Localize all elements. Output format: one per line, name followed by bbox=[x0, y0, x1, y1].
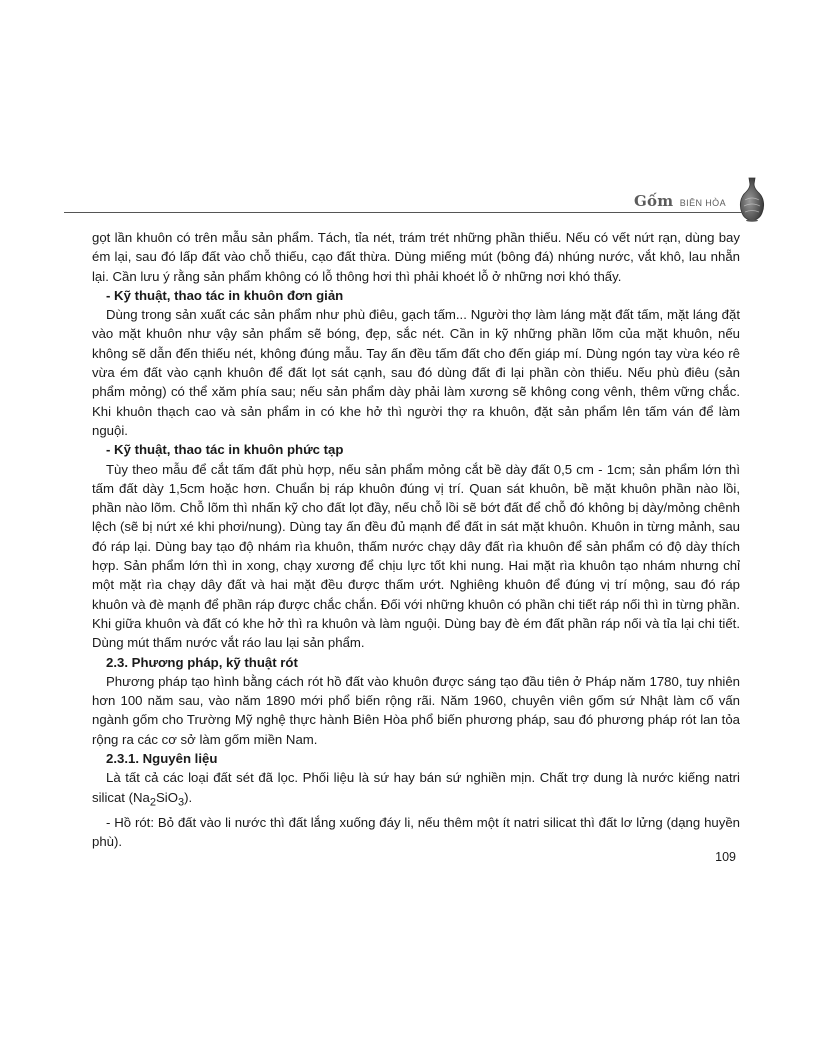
body-text bbox=[92, 228, 740, 851]
vase-icon bbox=[738, 176, 766, 222]
section-subheading: - Kỹ thuật, thao tác in khuôn đơn giản bbox=[106, 287, 344, 303]
text-run: Là tất cả các loại đất sét đã lọc. Phối liệu là sứ hay bán sứ nghiền mịn. Chất trợ dung là nước kiếng natri silicat (Na bbox=[92, 770, 740, 805]
section-heading: 2.3.1. Nguyên liệu bbox=[106, 751, 218, 767]
text-run: ). bbox=[184, 789, 193, 805]
paragraph: - Hồ rót: Bỏ đất vào li nước thì đất lắng xuống đáy li, nếu thêm một ít natri silicat thì đất lơ lửng (dạng huyền phù). bbox=[92, 814, 740, 849]
paragraph: Dùng trong sản xuất các sản phẩm như phù điêu, gạch tấm... Người thợ làm láng mặt đất tấm, mặt láng đặt vào mặt khuôn như vậy sản phẩm sẽ bóng, đẹp, sắc nét. Cần in kỹ những phần lõm của mặt khuôn, nếu không sẽ dẫn đến thiếu nét, không đúng mẫu. Tay ấn đều tấm đất cho đến giáp mí. Dùng ngón tay vừa kéo rê vừa ém đất vào cạnh khuôn để đất lọt sát cạnh, sau đó dùng đất đi lại phần còn thiếu. Nếu phù điêu (sản phẩm mỏng) có thể xăm phía sau; nếu sản phẩm dày phải làm xương sẽ không cong vênh, thêm vững chắc. Khi khuôn thạch cao và sản phẩm in có khe hở thì người thợ ra khuôn, đặt sản phẩm lên tấm ván để làm nguội. bbox=[92, 307, 740, 438]
page-header bbox=[64, 172, 766, 214]
paragraph: gọt lần khuôn có trên mẫu sản phẩm. Tách, tỉa nét, trám trét những phần thiếu. Nếu có vết nứt rạn, dùng bay ém lại, sau đó lấp đất vào chỗ thiếu, cạo đất thừa. Dùng miếng mút (bông đá) nhúng nước, vắt khô, lau nhẵn lại. Cần lưu ý rằng sản phẩm không có lỗ thông hơi thì phải khoét lỗ ở những nơi khó thấy. bbox=[92, 230, 740, 284]
brand-title bbox=[634, 192, 726, 211]
section-subheading: - Kỹ thuật, thao tác in khuôn phức tạp bbox=[106, 442, 344, 458]
text-run: SiO bbox=[156, 789, 178, 805]
header-rule bbox=[64, 212, 744, 213]
paragraph bbox=[92, 768, 740, 812]
subscript: 3 bbox=[178, 796, 185, 809]
paragraph: Phương pháp tạo hình bằng cách rót hồ đất vào khuôn được sáng tạo đầu tiên ở Pháp năm 1780, tuy nhiên hơn 100 năm sau, vào năm 1890 mới phổ biến rộng rãi. Năm 1960, chuyên viên gốm sứ Nhật làm cố vấn ngành gốm cho Trường Mỹ nghệ thực hành Biên Hòa phổ biến phương pháp, sau đó phương pháp rót lan tỏa rộng ra các cơ sở làm gốm miền Nam. bbox=[92, 673, 740, 747]
paragraph: Tùy theo mẫu để cắt tấm đất phù hợp, nếu sản phẩm mỏng cắt bề dày đất 0,5 cm - 1cm; sản phẩm lớn thì tấm đất dày 1,5cm hoặc hơn. Chuẩn bị ráp khuôn đúng vị trí. Quan sát khuôn, bề mặt khuôn phần nào lồi, phần nào lõm. Chỗ lõm thì nhấn kỹ cho đất lọt đầy, nếu chỗ lồi sẽ bớt đất để chỗ đó không bị dày/mỏng chênh lệch (sẽ bị nứt xé khi phơi/nung). Dùng tay ấn đều đủ mạnh để đất in sát mặt khuôn. Khuôn in từng mảnh, sau đó ráp lại. Dùng bay tạo độ nhám rìa khuôn, thấm nước chạy dây đất rìa khuôn để sản phẩm có độ dày thích hợp. Sản phẩm lớn thì in xong, chạy xương để chịu lực tốt khi nung. Hai mặt rìa khuôn tạo nhám nhưng chỉ một mặt rìa chạy dây đất và hai mặt đều được thấm ướt. Nghiêng khuôn để đúng vị trí mộng, sau đó ráp khuôn và đè mạnh để phần ráp được chắc chắn. Đối với những khuôn có phần chi tiết ráp nối thì in từng phần. Khi giữa khuôn và đất có khe hở thì ra khuôn và làm nguội. Dùng bay đè ém đất phần ráp nối và tỉa lại chi tiết. Dùng mút thấm nước vắt ráo lau lại sản phẩm. bbox=[92, 461, 740, 651]
section-heading: 2.3. Phương pháp, kỹ thuật rót bbox=[106, 654, 298, 670]
subscript: 2 bbox=[149, 796, 157, 809]
brand-title-sub: BIÊN HÒA bbox=[679, 198, 726, 208]
brand-title-main: Gốm bbox=[634, 192, 674, 210]
page-number: 109 bbox=[715, 850, 736, 864]
